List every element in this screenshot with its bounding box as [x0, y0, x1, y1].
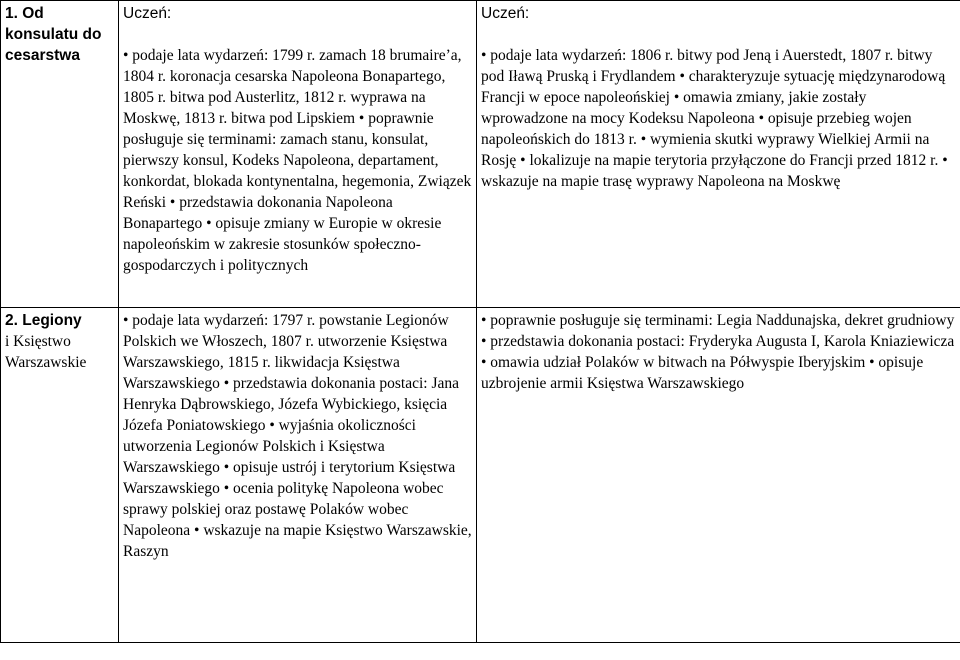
table-row — [1, 308, 960, 643]
extended-requirements-cell — [477, 1, 960, 308]
basic-requirements-text: • podaje lata wydarzeń: 1799 r. zamach 18 brumaire’a, 1804 r. koronacja cesarska Napoleona Bonapartego, 1805 r. bitwa pod Austerlitz, 1812 r. wyprawa na Moskwę, 1813 r. bitwa pod Lipskiem • poprawnie posługuje się terminami: zamach stanu, konsulat, pierwszy konsul, Kodeks Napoleona, departament, konkordat, blokada kontynentalna, hegemonia, Związek Reński • przedstawia dokonania Napoleona Bonapartego • opisuje zmiany w Europie w okresie napoleońskim w zakresie stosunków społeczno-gospodarczych i politycznych — [123, 47, 472, 274]
topic-title: 1. Od konsulatu do cesarstwa — [5, 5, 102, 64]
basic-requirements-cell — [119, 1, 477, 308]
topic-title-line2: i Księstwo Warszawskie — [5, 333, 87, 371]
topic-cell — [1, 1, 119, 308]
basic-requirements-cell — [119, 308, 477, 643]
extended-requirements-text: • podaje lata wydarzeń: 1806 r. bitwy pod Jeną i Auerstedt, 1807 r. bitwy pod Iławą Pruską i Frydlandem • charakteryzuje sytuację międzynarodową Francji w epoce napoleońskiej • omawia zmiany, jakie zostały wprowadzone na mocy Kodeksu Napoleona • opisuje przebieg wojen napoleońskich do 1813 r. • wymienia skutki wyprawy Wielkiej Armii na Rosję • lokalizuje na mapie terytoria przyłączone do Francji przed 1812 r. • wskazuje na mapie trasę wyprawy Napoleona na Moskwę — [481, 47, 948, 190]
topic-title-line1: 2. Legiony — [5, 312, 82, 329]
extended-requirements-text: • poprawnie posługuje się terminami: Legia Naddunajska, dekret grudniowy • przedstawia dokonania postaci: Fryderyka Augusta I, Karola Kniaziewicza • omawia udział Polaków w bitwach na Półwyspie Iberyjskim • opisuje uzbrojenie armii Księstwa Warszawskiego — [481, 312, 955, 392]
extended-requirements-cell — [477, 308, 960, 643]
basic-requirements-text: • podaje lata wydarzeń: 1797 r. powstanie Legionów Polskich we Włoszech, 1807 r. utworzenie Księstwa Warszawskiego, 1815 r. likwidacja Księstwa Warszawskiego • przedstawia dokonania postaci: Jana Henryka Dąbrowskiego, Józefa Wybickiego, księcia Józefa Poniatowskiego • wyjaśnia okoliczności utworzenia Legionów Polskich i Księstwa Warszawskiego • opisuje ustrój i terytorium Księstwa Warszawskiego • ocenia politykę Napoleona wobec sprawy polskiej oraz postawę Polaków wobec Napoleona • wskazuje na mapie Księstwo Warszawskie, Raszyn — [123, 312, 472, 560]
topic-cell — [1, 308, 119, 643]
student-header: Uczeń: — [481, 5, 530, 22]
student-header: Uczeń: — [123, 5, 172, 22]
table-row — [1, 1, 960, 308]
